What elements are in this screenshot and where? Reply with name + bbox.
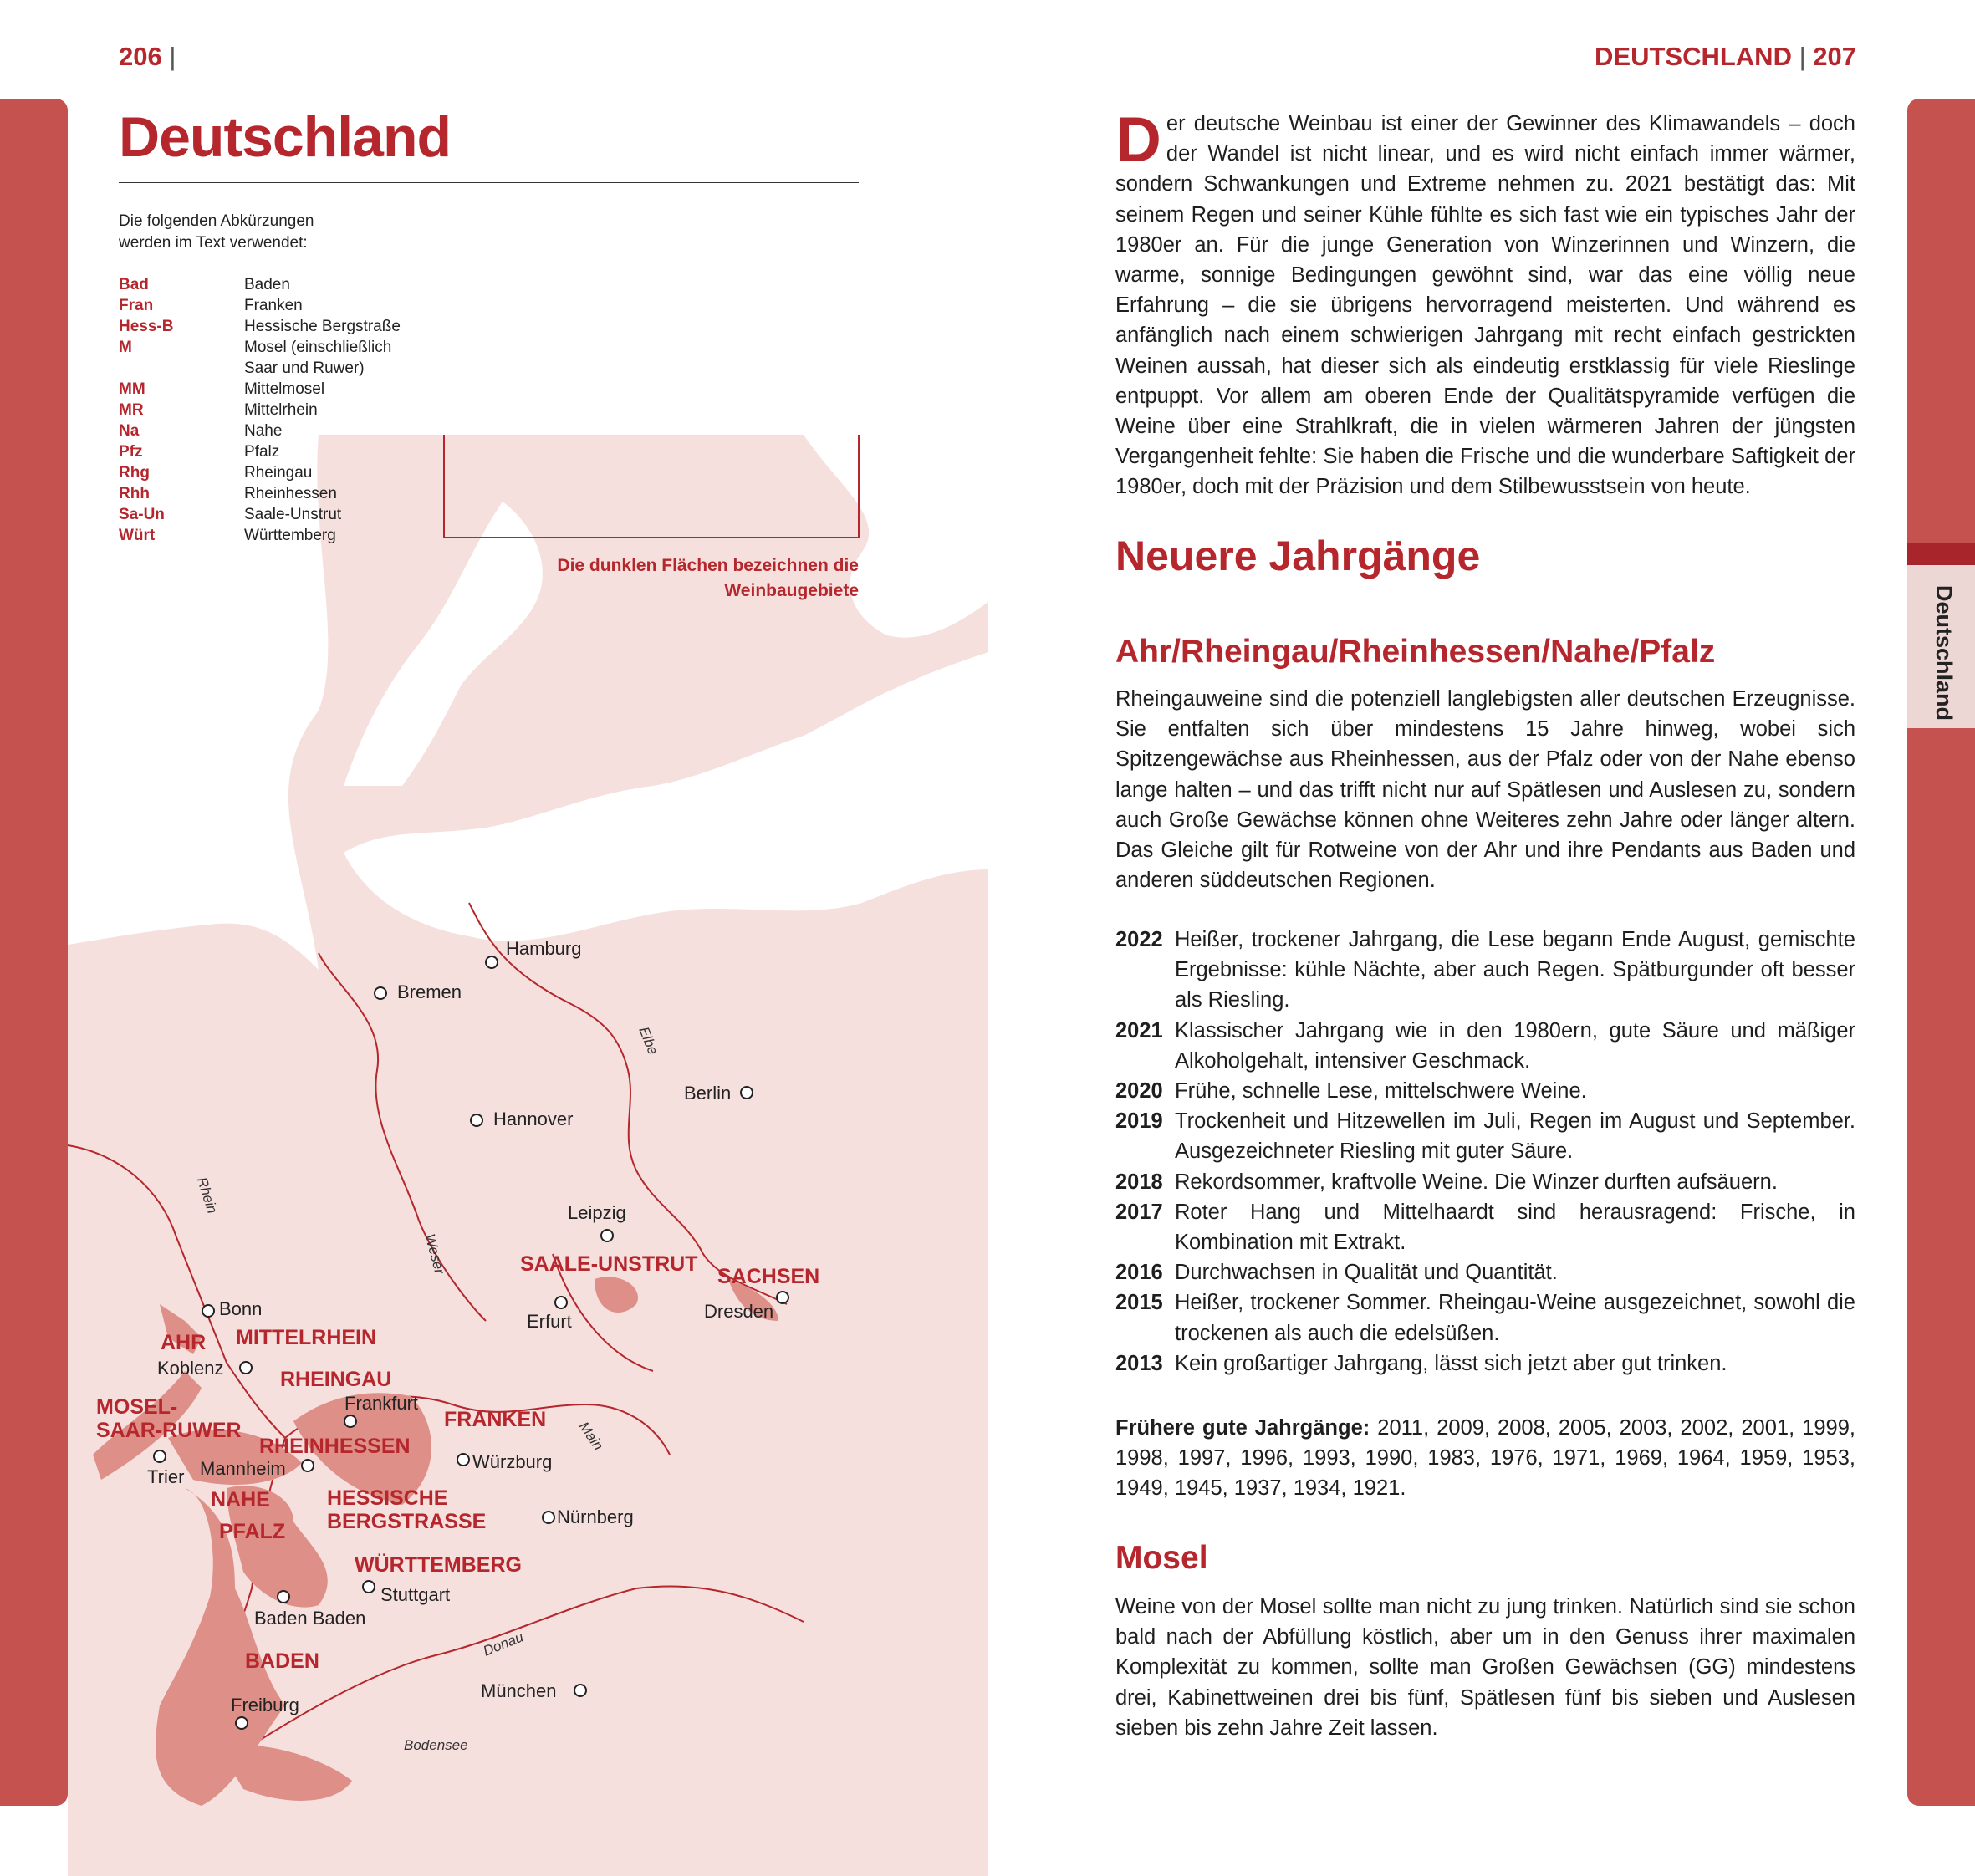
region-label-franken: FRANKEN — [444, 1408, 547, 1431]
vintage-year: 2022 — [1115, 928, 1163, 951]
vintage-row — [1115, 925, 1855, 1016]
region-label-pfalz: PFALZ — [219, 1520, 286, 1543]
vintage-year: 2020 — [1115, 1079, 1163, 1104]
abbreviation-code: Würt — [119, 527, 156, 544]
city-label-muenchen: München — [481, 1680, 557, 1701]
city-label-erfurt: Erfurt — [527, 1311, 572, 1332]
river-label-main: Main — [575, 1419, 607, 1454]
city-marker-berlin — [741, 1087, 753, 1099]
river-label-elbe: Elbe — [635, 1024, 661, 1058]
abbreviation-row — [119, 274, 436, 295]
abbreviation-code: MM — [119, 380, 145, 398]
abbreviation-name: Nahe — [244, 422, 283, 440]
river-weser — [319, 953, 486, 1321]
region-label-rheinhessen: RHEINHESSEN — [259, 1435, 411, 1458]
subsection-title-ahr-rheingau: Ahr/Rheingau/Rheinhessen/Nahe/Pfalz — [1115, 634, 1716, 670]
abbreviation-code: Sa-Un — [119, 506, 165, 523]
abbreviation-name: Württemberg — [244, 527, 336, 544]
abbreviation-row — [119, 462, 436, 483]
thumb-tab-left — [0, 99, 68, 1806]
river-label-donau: Donau — [481, 1629, 526, 1659]
city-label-frankfurt: Frankfurt — [344, 1393, 419, 1414]
vintage-row — [1115, 1167, 1855, 1197]
abbreviation-row — [119, 504, 436, 525]
city-marker-mannheim — [302, 1460, 314, 1471]
abbreviation-code: Na — [119, 422, 140, 440]
vintage-year: 2016 — [1115, 1261, 1163, 1285]
title-rule — [119, 182, 859, 183]
vintage-list — [1115, 925, 1855, 1379]
vintage-year: 2019 — [1115, 1109, 1163, 1134]
city-label-bremen: Bremen — [397, 981, 462, 1002]
city-marker-stuttgart — [363, 1581, 375, 1593]
city-marker-koblenz — [240, 1362, 252, 1374]
region-label-baden: BADEN — [245, 1649, 319, 1673]
intro-text: er deutsche Weinbau ist einer der Gewinner des Klimawandels – doch der Wandel ist nicht linear, und es wird nicht einfach immer wärmer, sondern Schwankungen und Extreme nehmen zu. 2021 bestätigt das: Mit seinem Regen und seiner Kühle fühlte es sich fast wie ein typisches Jahr der 1980er an. Für die junge Generation von Winzerinnen und Winzern, die warme, sonnige Bedingungen gewöhnt sind, war das eine völlig neue Erfahrung – die sie übrigens hervorragend meisterten. Und während es anfänglich nach einem schwierigen Jahrgang mit recht einfach gestrickten Weinen aussah, hat dieser sich als eindeutig erstklassig für viele Rieslinge entpuppt. Vor allem am oberen Ende der Qualitätspyramide verfügen die Weine über eine Strahlkraft, die in vielen wärmeren Jahren der jüngsten Vergangenheit fehlte: Sie haben die Frische und die wunderbare Saftigkeit der 1980er, doch mit der Präzision und dem Stilbewusstsein von heute. — [1115, 112, 1855, 499]
earlier-vintages-label: Frühere gute Jahrgänge: — [1115, 1416, 1370, 1440]
region-label-mosel-line2: SAAR-RUWER — [96, 1419, 242, 1442]
abbreviation-name: Hessische Bergstraße — [244, 318, 401, 335]
abbreviation-row — [119, 295, 436, 316]
abbreviation-code: Rhg — [119, 464, 150, 482]
vintage-text: Trockenheit und Hitzewellen im Juli, Regen im August und September. Ausgezeichneter Riesling mit guter Säure. — [1175, 1109, 1855, 1164]
abbreviation-row — [119, 525, 436, 546]
abbreviation-code: Rhh — [119, 485, 150, 502]
lake-label-bodensee: Bodensee — [404, 1737, 468, 1753]
thumb-tab-right — [1907, 99, 1975, 1806]
city-marker-erfurt — [555, 1297, 567, 1308]
abbreviations-list — [119, 274, 436, 546]
subsection-text-mosel: Weine von der Mosel sollte man nicht zu jung trinken. Natürlich sind sie schon bald nach der Abfüllung köstlich, aber um in den Genuss ihrer maximalen Komplexität zu kommen, sollte man Großen Gewächsen (GG) mindestens drei, Kabinettweinen drei bis fünf, Spätlesen fünf bis sieben und Auslesen sieben bis zehn Jahre Zeit lassen. — [1115, 1595, 1855, 1740]
region-label-hessische-line2: BERGSTRASSE — [327, 1510, 487, 1533]
vintage-text: Klassischer Jahrgang wie in den 1980ern, gute Säure und mäßiger Alkoholgehalt, intensiver Geschmack. — [1175, 1018, 1855, 1073]
abbreviation-name: Baden — [244, 276, 290, 293]
region-label-hessische-line1: HESSISCHE — [327, 1486, 448, 1510]
abbreviation-code: Hess-B — [119, 318, 174, 335]
wine-region-saale-unstrut — [595, 1277, 638, 1313]
vintage-text: Rekordsommer, kraftvolle Weine. Die Winzer durften aufsäuern. — [1175, 1170, 1778, 1194]
subsection-text-ahr-rheingau: Rheingauweine sind die potenziell langlebigsten aller deutschen Erzeugnisse. Sie entfalten sich über mindestens 15 Jahre hinweg, wobei sich Spitzengewächse aus Rheinhessen, aus der Pfalz oder von der Nahe ebenso lange halten – und das trifft nicht nur auf Spätlesen und Auslesen zu, sondern auch Große Gewächse können ohne Weiteres zehn Jahre oder länger altern. Das Gleiche gilt für Rotweine von der Ahr und ihre Pendants aus Baden und anderen süddeutschen Regionen. — [1115, 687, 1855, 893]
vintage-row — [1115, 1076, 1855, 1106]
abbreviation-code: Pfz — [119, 443, 143, 461]
abbreviation-code: Bad — [119, 276, 149, 293]
abbreviation-row — [119, 316, 436, 337]
city-label-koblenz: Koblenz — [157, 1358, 224, 1379]
vintage-row — [1115, 1287, 1855, 1348]
vintage-row — [1115, 1106, 1855, 1166]
region-label-rheingau: RHEINGAU — [280, 1368, 392, 1391]
vintage-text: Heißer, trockener Sommer. Rheingau-Weine ausgezeichnet, sowohl die trockenen als auch die edelsüßen. — [1175, 1291, 1855, 1345]
abbreviation-name: Rheingau — [244, 464, 313, 482]
abbreviation-name: Mittelmosel — [244, 380, 325, 398]
thumb-tab-marker — [1907, 543, 1975, 565]
region-label-mosel-line1: MOSEL- — [96, 1395, 178, 1419]
city-marker-hamburg — [486, 956, 498, 968]
city-label-dresden: Dresden — [704, 1301, 774, 1322]
city-label-trier: Trier — [147, 1466, 185, 1487]
city-marker-trier — [154, 1450, 166, 1462]
city-label-hamburg: Hamburg — [506, 938, 582, 959]
city-marker-leipzig — [601, 1230, 613, 1241]
vintage-row — [1115, 1257, 1855, 1287]
river-elbe — [469, 903, 787, 1304]
earlier-vintages — [1115, 1413, 1855, 1504]
city-marker-nuernberg — [543, 1512, 554, 1523]
city-label-bonn: Bonn — [219, 1298, 263, 1319]
city-marker-hannover — [471, 1114, 482, 1126]
river-label-rhein: Rhein — [193, 1175, 221, 1216]
map-legend-note: Die dunklen Flächen bezeichnen die Weinbaugebiete — [557, 556, 859, 600]
abbreviation-name: Rheinhessen — [244, 485, 337, 502]
vintage-text: Heißer, trockener Jahrgang, die Lese begann Ende August, gemischte Ergebnisse: kühle Nächte, aber auch Regen. Spätburgunder oft besser als Riesling. — [1175, 928, 1855, 1012]
abbreviation-name: Pfalz — [244, 443, 280, 461]
region-label-wuerttemberg: WÜRTTEMBERG — [355, 1553, 522, 1577]
abbreviation-name: Franken — [244, 297, 303, 314]
city-marker-freiburg — [236, 1717, 248, 1729]
region-label-sachsen: SACHSEN — [717, 1265, 820, 1288]
region-label-ahr: AHR — [161, 1331, 207, 1354]
abbreviation-row — [119, 441, 436, 462]
region-label-mittelrhein: MITTELRHEIN — [236, 1326, 377, 1349]
vintage-row — [1115, 1016, 1855, 1076]
vintage-year: 2015 — [1115, 1291, 1163, 1315]
region-label-saale-unstrut: SAALE-UNSTRUT — [520, 1252, 698, 1276]
page-title: Deutschland — [119, 105, 452, 169]
abbreviation-row — [119, 337, 436, 379]
baltic-north — [804, 435, 988, 638]
vintage-year: 2021 — [1115, 1018, 1163, 1043]
vintage-year: 2013 — [1115, 1351, 1163, 1375]
vintage-row — [1115, 1348, 1855, 1379]
city-label-baden-baden: Baden Baden — [254, 1608, 366, 1629]
abbreviation-name: Saale-Unstrut — [244, 506, 342, 523]
city-label-mannheim: Mannheim — [200, 1458, 286, 1479]
page-number-left: 206 | — [119, 42, 176, 71]
city-marker-wuerzburg — [457, 1454, 469, 1466]
city-marker-baden-baden — [278, 1591, 289, 1603]
abbreviation-row — [119, 483, 436, 504]
city-label-berlin: Berlin — [684, 1083, 732, 1104]
city-label-hannover: Hannover — [493, 1109, 574, 1129]
city-label-wuerzburg: Würzburg — [472, 1451, 553, 1472]
region-label-nahe: NAHE — [211, 1488, 270, 1512]
river-label-weser: Weser — [421, 1231, 448, 1276]
abbreviation-code: M — [119, 339, 132, 356]
city-marker-frankfurt — [344, 1415, 356, 1427]
city-label-stuttgart: Stuttgart — [380, 1584, 451, 1605]
vintage-text: Frühe, schnelle Lese, mittelschwere Weine. — [1175, 1079, 1587, 1104]
vintage-text: Kein großartiger Jahrgang, lässt sich jetzt aber gut trinken. — [1175, 1351, 1727, 1375]
vintage-text: Roter Hang und Mittelhaardt sind herausragend: Frische, in Kombination mit Extrakt. — [1175, 1200, 1855, 1255]
earlier-vintages-list: 2011, 2009, 2008, 2005, 2003, 2002, 2001, 1999, 1998, 1997, 1996, 1993, 1990, 1983, 1976, 1971, 1969, 1964, 1959, 1953, 1949, 1945, 1937, 1934, 1921. — [1115, 1416, 1855, 1501]
vintage-year: 2017 — [1115, 1200, 1163, 1224]
vintage-year: 2018 — [1115, 1170, 1163, 1194]
map-drawing — [68, 435, 988, 1876]
abbreviation-code: Fran — [119, 297, 154, 314]
city-label-leipzig: Leipzig — [568, 1202, 626, 1223]
city-marker-dresden — [777, 1292, 788, 1303]
city-marker-bonn — [202, 1305, 214, 1317]
city-label-freiburg: Freiburg — [231, 1695, 299, 1715]
vintage-row — [1115, 1197, 1855, 1257]
section-title: Neuere Jahrgänge — [1115, 533, 1481, 579]
wine-region-bodensee — [218, 1745, 352, 1801]
abbreviation-row — [119, 400, 436, 421]
city-marker-bremen — [375, 987, 386, 999]
germany-map — [68, 435, 988, 1876]
thumb-tab-label: Deutschland — [1932, 585, 1957, 721]
subsection-title-mosel: Mosel — [1115, 1540, 1208, 1576]
running-head-right: DEUTSCHLAND | 207 — [1595, 42, 1856, 71]
abbreviation-code: MR — [119, 401, 144, 419]
vintage-text: Durchwachsen in Qualität und Quantität. — [1175, 1261, 1558, 1285]
abbreviation-row — [119, 379, 436, 400]
city-marker-muenchen — [574, 1685, 586, 1696]
drop-cap: D — [1115, 105, 1161, 176]
city-label-nuernberg: Nürnberg — [557, 1506, 634, 1527]
abbreviation-name: Mosel (einschließlich Saar und Ruwer) — [244, 339, 392, 377]
abbreviation-name: Mittelrhein — [244, 401, 318, 419]
intro-paragraph — [1115, 105, 1855, 502]
abbreviations-intro: Die folgenden Abkürzungen werden im Text verwendet: — [119, 212, 314, 252]
abbreviation-row — [119, 421, 436, 441]
